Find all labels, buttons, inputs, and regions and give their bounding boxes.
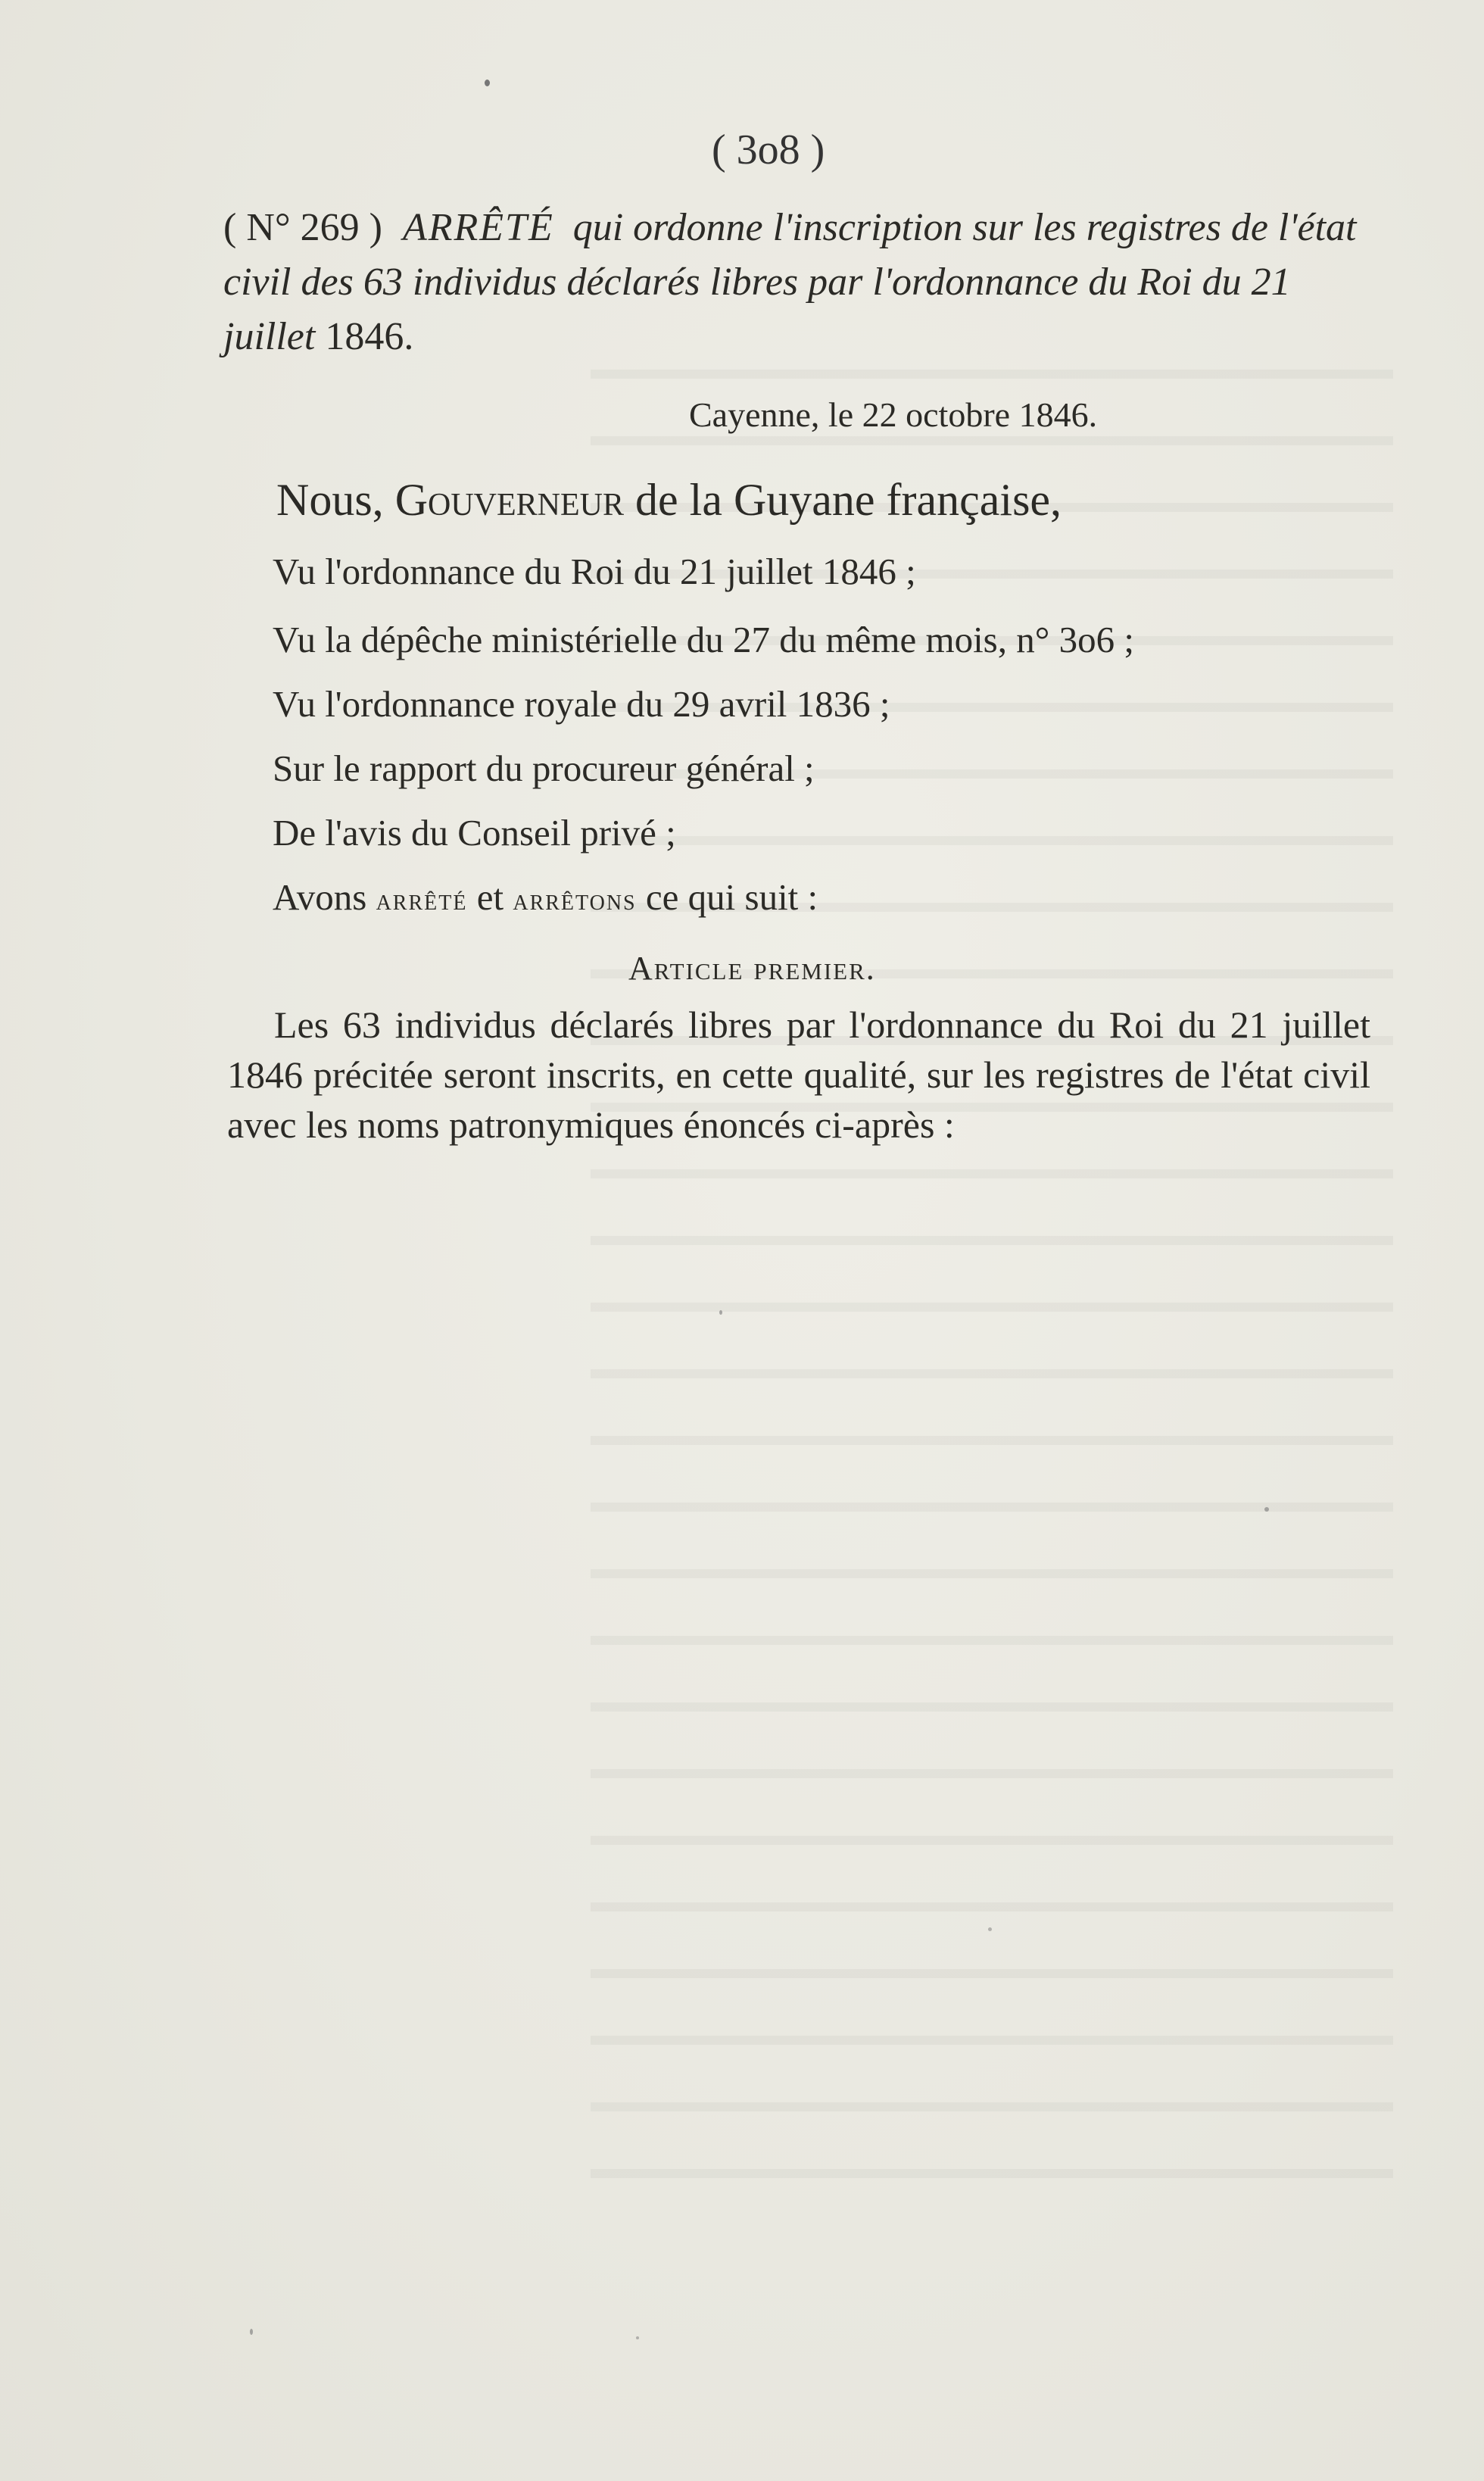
decision-arrete: arrêté [376,882,468,916]
paper-speck [988,1927,992,1931]
preamble-line: De l'avis du Conseil privé ; [273,812,676,854]
show-through-text [591,326,1393,2181]
preamble-opening [276,477,1336,523]
decree-title: qui ordonne l'inscription sur les registres de l'état civil des 63 individus déclarés libres par l'ordonnance du Roi du 21 juillet [223,206,1357,358]
decision-rest: ce qui suit : [636,876,818,918]
decision-et: et [467,876,513,918]
nous-text: Nous, [276,475,395,525]
decree-number: ( N° 269 ) [223,206,382,249]
paper-speck [1264,1507,1269,1512]
paper-speck [485,80,490,86]
decree-type: ARRÊTÉ [402,206,554,249]
decree-heading [223,201,1370,364]
nous-rest: de la Guyane française, [624,475,1062,525]
page-number: ( 3o8 ) [712,126,825,173]
decision-arretons: arrêtons [513,882,637,916]
decision-line [273,878,1393,916]
preamble-line: Vu la dépêche ministérielle du 27 du même mois, n° 3o6 ; [273,619,1134,660]
preamble-line: Vu l'ordonnance du Roi du 21 juillet 1846 ; [273,551,916,592]
article-body: Les 63 individus déclarés libres par l'ordonnance du Roi du 21 juillet 1846 précitée seront inscrits, en cette qualité, sur les registres de l'état civil avec les noms patronymiques énoncés ci-après : [227,1003,1370,1146]
paper-speck [250,2329,253,2335]
paper-speck [719,1310,722,1315]
preamble-line: Sur le rapport du procureur général ; [273,747,815,789]
decree-year: 1846. [325,315,414,358]
preamble-line: Vu l'ordonnance royale du 29 avril 1836 ; [273,683,890,725]
decision-avons: Avons [273,876,367,918]
governor-title: Gouverneur [394,475,625,525]
dateline: Cayenne, le 22 octobre 1846. [689,395,1098,434]
paper-speck [636,2336,639,2339]
article-heading: Article premier. [628,950,876,987]
